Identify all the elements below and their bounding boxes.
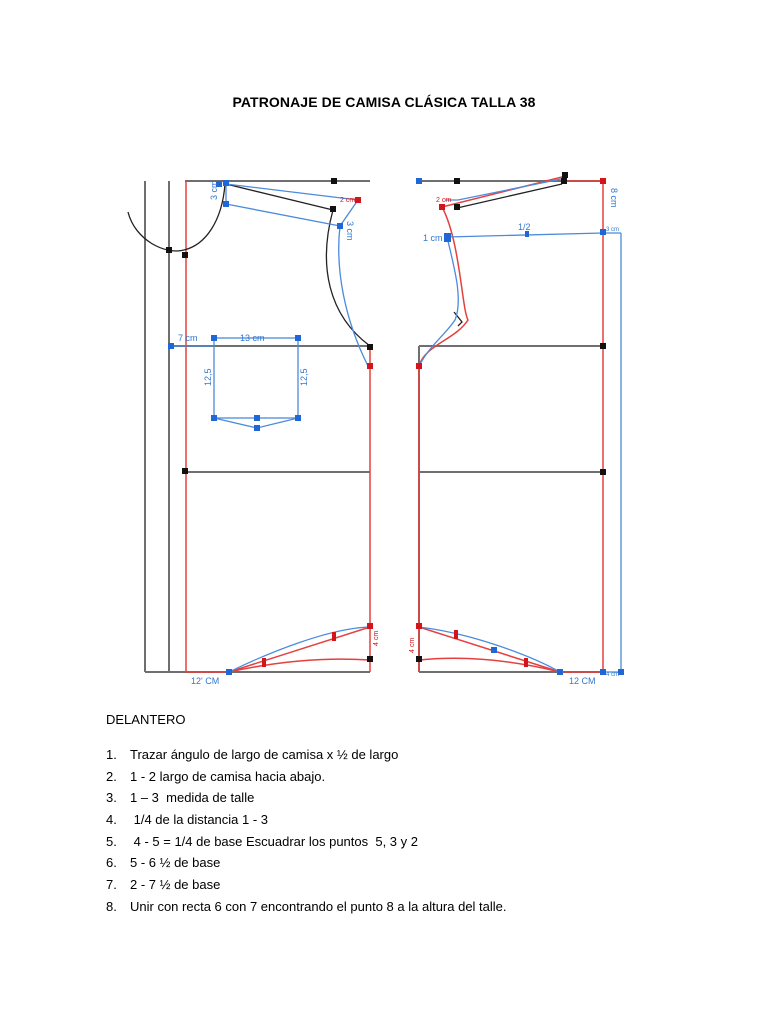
instruction-step bbox=[106, 809, 507, 831]
label-neck-drop: 3 cm bbox=[345, 221, 355, 241]
instruction-step bbox=[106, 874, 507, 896]
label-pocket-offset: 7 cm bbox=[178, 333, 198, 343]
step-number: 6. bbox=[106, 855, 117, 871]
step-text: 5 - 6 ½ de base bbox=[130, 855, 221, 871]
step-text: 1 - 2 largo de camisa hacia abajo. bbox=[130, 768, 326, 784]
front-points bbox=[166, 178, 373, 675]
step-text: 1 – 3 medida de talle bbox=[130, 790, 255, 806]
front-pattern-outline bbox=[186, 181, 370, 672]
label-side-drop: 2 cm bbox=[340, 197, 356, 204]
back-piece bbox=[409, 172, 624, 686]
step-text: 1/4 de la distancia 1 - 3 bbox=[130, 812, 269, 828]
step-number: 5. bbox=[106, 833, 117, 849]
step-number: 3. bbox=[106, 790, 117, 806]
step-number: 2. bbox=[106, 768, 117, 784]
label-back-hem-right: 4 cm bbox=[606, 672, 620, 678]
instruction-step bbox=[106, 831, 507, 853]
label-back-hem-curve: 12 CM bbox=[569, 676, 596, 686]
back-construction-lines bbox=[419, 181, 603, 672]
label-front-side-hem: 4 cm bbox=[373, 630, 380, 646]
front-piece bbox=[128, 178, 380, 686]
label-yoke-half: 1/2 bbox=[518, 222, 531, 232]
instruction-step bbox=[106, 852, 507, 874]
label-front-hem-curve: 12' CM bbox=[191, 676, 220, 686]
label-pocket-height-left: 12,5 bbox=[203, 368, 213, 386]
instruction-list bbox=[106, 744, 507, 918]
step-number: 7. bbox=[106, 877, 117, 893]
instruction-step bbox=[106, 766, 507, 788]
label-pocket-width: 13 cm bbox=[240, 333, 265, 343]
back-measure-labels bbox=[409, 188, 619, 686]
back-guides bbox=[419, 178, 621, 672]
label-yoke-side: 3 cm bbox=[606, 227, 620, 233]
step-number: 8. bbox=[106, 898, 117, 914]
step-number: 1. bbox=[106, 747, 117, 762]
page-title: PATRONAJE DE CAMISA CLÁSICA TALLA 38 bbox=[232, 94, 536, 110]
instruction-step bbox=[106, 896, 507, 918]
label-shoulder-drop: 3 cm bbox=[209, 180, 219, 200]
back-points bbox=[416, 172, 624, 675]
label-back-side-hem: 4 cm bbox=[409, 637, 416, 653]
step-number: 4. bbox=[106, 812, 117, 828]
step-text: Trazar ángulo de largo de camisa x ½ de largo bbox=[130, 747, 399, 762]
step-text: Unir con recta 6 con 7 encontrando el punto 8 a la altura del talle. bbox=[130, 898, 507, 914]
front-measure-labels bbox=[178, 180, 380, 686]
step-text: 4 - 5 = 1/4 de base Escuadrar los puntos 5, 3 y 2 bbox=[130, 833, 418, 849]
instruction-step bbox=[106, 787, 507, 809]
step-text: 2 - 7 ½ de base bbox=[130, 877, 221, 893]
label-back-side-drop: 2 cm bbox=[436, 197, 452, 204]
back-curves bbox=[454, 184, 562, 326]
label-yoke-offset: 1 cm bbox=[423, 233, 443, 243]
section-title: DELANTERO bbox=[106, 712, 186, 727]
label-pocket-height-right: 12,5 bbox=[299, 368, 309, 386]
label-yoke-drop: 8 cm bbox=[609, 188, 619, 208]
instruction-step bbox=[106, 744, 507, 766]
back-pattern-outline bbox=[419, 176, 603, 672]
front-guides bbox=[172, 184, 368, 428]
back-yoke-curve bbox=[457, 184, 562, 208]
